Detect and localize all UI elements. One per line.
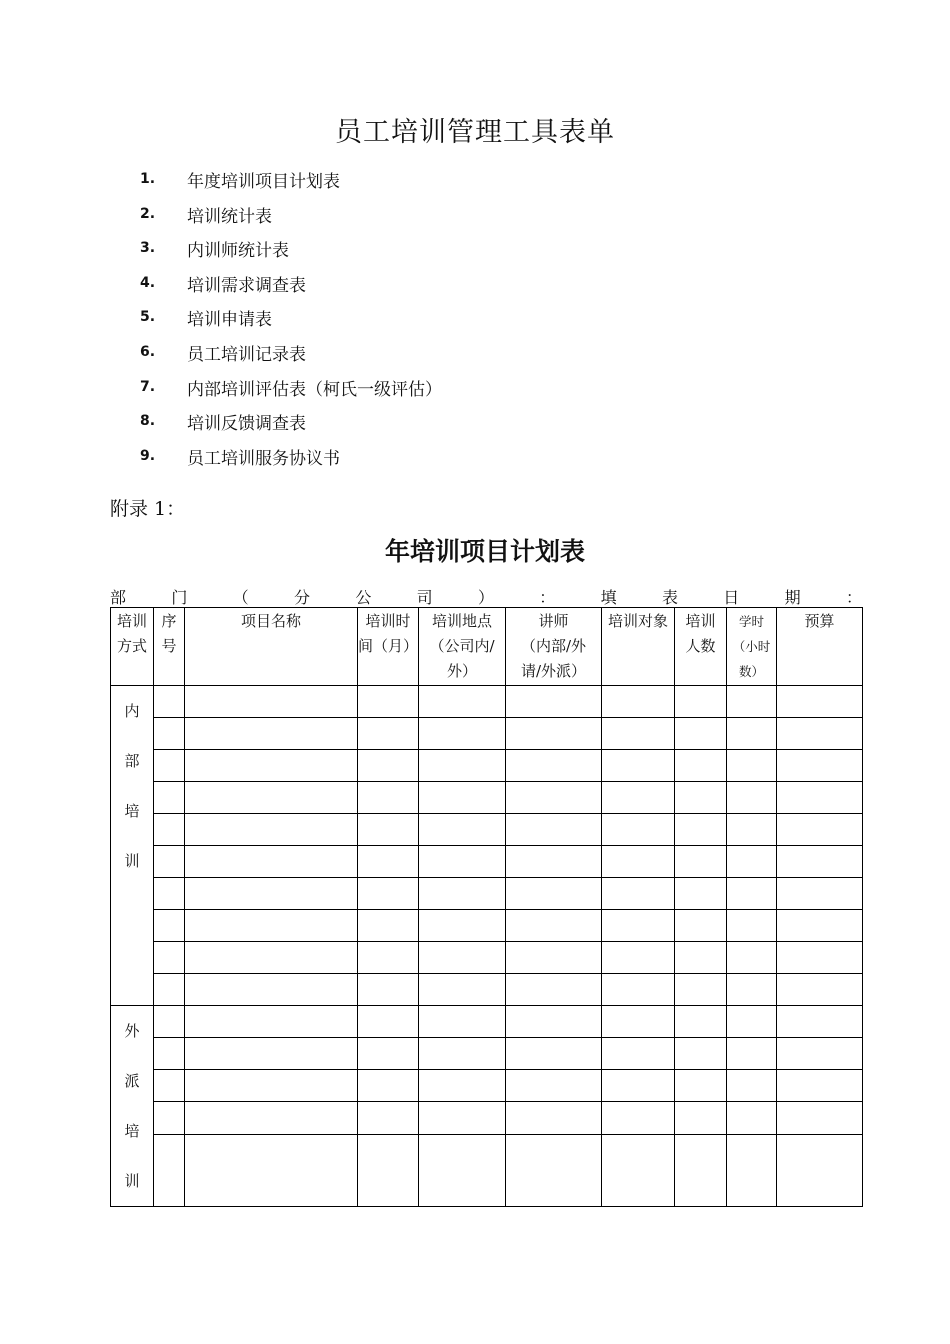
category-label-char: 派 (124, 1072, 140, 1090)
table-cell[interactable] (154, 814, 185, 846)
table-cell[interactable] (602, 1038, 675, 1070)
table-cell[interactable] (185, 878, 358, 910)
toc-item-label: 员工培训服务协议书 (187, 448, 340, 469)
table-cell[interactable] (506, 1038, 602, 1070)
table-cell[interactable] (777, 686, 863, 718)
table-cell[interactable] (777, 1006, 863, 1038)
table-cell[interactable] (154, 1102, 185, 1134)
category-label-char: 培 (124, 1122, 140, 1140)
table-cell[interactable] (419, 750, 506, 782)
table-row (111, 1102, 863, 1134)
toc-item-number: 3. (140, 240, 156, 257)
meta-char: ： (845, 588, 862, 607)
header-training-time: 培训时 间（月） (358, 608, 419, 686)
table-cell[interactable] (185, 718, 358, 750)
header-hours: 学时 （小时 数） (727, 608, 777, 686)
table-cell[interactable] (419, 1102, 506, 1134)
table-cell[interactable] (185, 750, 358, 782)
table-cell[interactable] (506, 974, 602, 1006)
meta-char: 填 (600, 588, 617, 607)
table-cell[interactable] (675, 846, 727, 878)
table-cell[interactable] (419, 942, 506, 974)
table-cell[interactable] (675, 1038, 727, 1070)
table-row (111, 718, 863, 750)
table-row (111, 974, 863, 1006)
table-row (111, 1070, 863, 1102)
table-cell[interactable] (154, 1038, 185, 1070)
table-cell[interactable] (777, 910, 863, 942)
table-row (111, 782, 863, 814)
meta-char: ： (539, 588, 556, 607)
table-cell[interactable] (185, 782, 358, 814)
table-cell[interactable] (777, 1038, 863, 1070)
table-cell[interactable] (602, 686, 675, 718)
table-cell[interactable] (506, 782, 602, 814)
table-cell[interactable] (154, 1134, 185, 1206)
table-cell[interactable] (185, 974, 358, 1006)
table-cell[interactable] (506, 814, 602, 846)
table-cell[interactable] (154, 750, 185, 782)
toc-item-label: 员工培训记录表 (187, 344, 306, 365)
table-cell[interactable] (358, 974, 419, 1006)
table-cell[interactable] (675, 686, 727, 718)
department-date-line (110, 588, 862, 608)
category-label-char: 训 (124, 1172, 140, 1190)
toc-item-number: 8. (140, 413, 156, 430)
table-row (111, 942, 863, 974)
table-cell[interactable] (727, 750, 777, 782)
table-cell[interactable] (602, 910, 675, 942)
table-cell[interactable] (419, 782, 506, 814)
table-cell[interactable] (602, 1006, 675, 1038)
table-cell[interactable] (675, 974, 727, 1006)
table-cell[interactable] (419, 1134, 506, 1206)
table-cell[interactable] (419, 718, 506, 750)
table-cell[interactable] (602, 846, 675, 878)
table-cell[interactable] (675, 1102, 727, 1134)
table-cell[interactable] (154, 718, 185, 750)
meta-char: 期 (784, 588, 801, 607)
meta-char: 司 (416, 588, 433, 607)
table-cell[interactable] (185, 686, 358, 718)
table-cell[interactable] (419, 1006, 506, 1038)
table-cell[interactable] (185, 1038, 358, 1070)
table-cell[interactable] (358, 1070, 419, 1102)
category-label-char: 培 (124, 802, 140, 820)
table-cell[interactable] (777, 878, 863, 910)
table-cell[interactable] (419, 686, 506, 718)
header-training-method: 培训 方式 (111, 608, 154, 686)
table-cell[interactable] (727, 1134, 777, 1206)
table-cell[interactable] (602, 718, 675, 750)
header-sequence: 序 号 (154, 608, 185, 686)
table-cell[interactable] (358, 942, 419, 974)
table-cell[interactable] (154, 1006, 185, 1038)
header-training-target: 培训对象 (602, 608, 675, 686)
table-cell[interactable] (727, 686, 777, 718)
table-cell[interactable] (506, 1102, 602, 1134)
table-cell[interactable] (777, 942, 863, 974)
table-cell[interactable] (727, 1102, 777, 1134)
table-cell[interactable] (777, 782, 863, 814)
table-cell[interactable] (675, 878, 727, 910)
table-row (111, 1006, 863, 1038)
meta-char: 日 (723, 588, 740, 607)
table-cell[interactable] (419, 814, 506, 846)
table-cell[interactable] (675, 814, 727, 846)
toc-item-number: 7. (140, 378, 156, 395)
table-cell[interactable] (185, 1006, 358, 1038)
table-cell[interactable] (777, 718, 863, 750)
toc-item-label: 培训需求调查表 (187, 275, 306, 296)
toc-item-label: 内部培训评估表（柯氏一级评估） (187, 379, 442, 400)
table-cell[interactable] (358, 686, 419, 718)
toc-item-label: 年度培训项目计划表 (187, 172, 340, 192)
toc-item (0, 442, 950, 477)
table-row (111, 1038, 863, 1070)
table-cell[interactable] (777, 750, 863, 782)
table-cell[interactable] (506, 910, 602, 942)
table-cell[interactable] (675, 1070, 727, 1102)
table-cell[interactable] (727, 910, 777, 942)
table-row (111, 910, 863, 942)
table-cell[interactable] (602, 878, 675, 910)
table-cell[interactable] (727, 1070, 777, 1102)
meta-char: 部 (110, 588, 127, 607)
table-cell[interactable] (154, 974, 185, 1006)
table-cell[interactable] (185, 846, 358, 878)
table-cell[interactable] (154, 942, 185, 974)
table-cell[interactable] (675, 718, 727, 750)
header-trainee-count: 培训 人数 (675, 608, 727, 686)
table-cell[interactable] (506, 686, 602, 718)
toc-item-number: 6. (140, 343, 156, 360)
toc-item-number: 2. (140, 205, 156, 222)
table-cell[interactable] (777, 1070, 863, 1102)
table-cell[interactable] (602, 1102, 675, 1134)
table-cell[interactable] (727, 942, 777, 974)
table-cell[interactable] (419, 878, 506, 910)
header-budget: 预算 (777, 608, 863, 686)
table-cell[interactable] (358, 910, 419, 942)
meta-char: （ (232, 588, 249, 607)
toc-item-number: 5. (140, 309, 156, 326)
table-cell[interactable] (154, 910, 185, 942)
document-title: 员工培训管理工具表单 (335, 117, 615, 148)
table-cell[interactable] (727, 718, 777, 750)
table-cell[interactable] (358, 1006, 419, 1038)
table-cell[interactable] (419, 1070, 506, 1102)
table-cell[interactable] (358, 1102, 419, 1134)
table-cell[interactable] (602, 814, 675, 846)
table-cell[interactable] (777, 814, 863, 846)
table-cell[interactable] (506, 750, 602, 782)
plan-table-title: 年培训项目计划表 (384, 537, 585, 566)
category-label-char: 部 (124, 752, 140, 770)
table-cell[interactable] (358, 878, 419, 910)
table-cell[interactable] (727, 782, 777, 814)
meta-char: 门 (171, 588, 188, 607)
table-row (111, 1134, 863, 1206)
table-cell[interactable] (154, 686, 185, 718)
table-cell[interactable] (675, 750, 727, 782)
table-cell[interactable] (727, 1006, 777, 1038)
table-cell[interactable] (675, 942, 727, 974)
table-cell[interactable] (602, 974, 675, 1006)
toc-item-label: 培训统计表 (187, 206, 272, 227)
table-cell[interactable] (185, 1070, 358, 1102)
toc-item (0, 165, 950, 200)
table-cell[interactable] (727, 974, 777, 1006)
toc-item (0, 303, 950, 338)
table-cell[interactable] (185, 814, 358, 846)
table-cell[interactable] (358, 750, 419, 782)
table-cell[interactable] (358, 782, 419, 814)
table-cell[interactable] (358, 1134, 419, 1206)
table-cell[interactable] (602, 782, 675, 814)
table-cell[interactable] (154, 782, 185, 814)
table-cell[interactable] (675, 910, 727, 942)
table-cell[interactable] (419, 910, 506, 942)
table-cell[interactable] (358, 846, 419, 878)
table-cell[interactable] (185, 942, 358, 974)
toc-item-label: 培训反馈调查表 (187, 414, 306, 435)
table-cell[interactable] (727, 846, 777, 878)
table-row (111, 686, 863, 718)
table-row (111, 846, 863, 878)
table-cell[interactable] (358, 1038, 419, 1070)
table-cell[interactable] (602, 1070, 675, 1102)
meta-char: ） (477, 588, 494, 607)
toc-item-label: 内训师统计表 (187, 241, 289, 262)
table-row (111, 814, 863, 846)
header-project-name: 项目名称 (185, 608, 358, 686)
table-cell[interactable] (727, 814, 777, 846)
table-cell[interactable] (358, 814, 419, 846)
table-cell[interactable] (602, 1134, 675, 1206)
meta-char: 表 (661, 588, 678, 607)
category-label-char: 训 (124, 852, 140, 870)
table-cell[interactable] (154, 846, 185, 878)
table-cell[interactable] (185, 1102, 358, 1134)
toc-item-label: 培训申请表 (187, 310, 272, 331)
table-cell[interactable] (506, 942, 602, 974)
table-cell[interactable] (506, 1006, 602, 1038)
toc-item (0, 200, 950, 235)
toc-item (0, 338, 950, 373)
table-cell[interactable] (602, 750, 675, 782)
category-label-char: 内 (124, 702, 140, 720)
table-cell[interactable] (777, 1102, 863, 1134)
toc-item (0, 269, 950, 304)
table-cell[interactable] (602, 942, 675, 974)
table-cell[interactable] (777, 846, 863, 878)
table-cell[interactable] (727, 1038, 777, 1070)
toc-item (0, 407, 950, 442)
training-plan-table (110, 607, 863, 1207)
meta-char: 公 (355, 588, 372, 607)
table-cell[interactable] (777, 974, 863, 1006)
table-cell[interactable] (777, 1134, 863, 1206)
table-cell[interactable] (419, 1038, 506, 1070)
header-training-location: 培训地点 （公司内/ 外） (419, 608, 506, 686)
table-cell[interactable] (506, 878, 602, 910)
toc-item (0, 373, 950, 408)
table-cell[interactable] (727, 878, 777, 910)
table-of-contents (0, 165, 950, 476)
category-label-char: 外 (124, 1022, 140, 1040)
table-row (111, 750, 863, 782)
table-cell[interactable] (675, 1134, 727, 1206)
table-cell[interactable] (506, 1070, 602, 1102)
header-trainer: 讲师 （内部/外 请/外派） (506, 608, 602, 686)
table-cell[interactable] (506, 1134, 602, 1206)
toc-item (0, 234, 950, 269)
table-cell[interactable] (154, 1070, 185, 1102)
meta-char: 分 (293, 588, 310, 607)
table-cell[interactable] (185, 1134, 358, 1206)
header-row (111, 608, 863, 686)
table-row (111, 878, 863, 910)
toc-item-number: 1. (140, 171, 156, 187)
table-cell[interactable] (358, 718, 419, 750)
table-cell[interactable] (506, 718, 602, 750)
appendix-label: 附录 1： (110, 498, 186, 520)
category-internal-training (111, 686, 154, 1006)
category-external-training (111, 1006, 154, 1207)
toc-item-number: 4. (140, 274, 156, 291)
table-cell[interactable] (675, 782, 727, 814)
table-cell[interactable] (506, 846, 602, 878)
table-cell[interactable] (419, 974, 506, 1006)
toc-item-number: 9. (140, 447, 156, 464)
table-cell[interactable] (419, 846, 506, 878)
table-cell[interactable] (154, 878, 185, 910)
table-cell[interactable] (675, 1006, 727, 1038)
table-cell[interactable] (185, 910, 358, 942)
